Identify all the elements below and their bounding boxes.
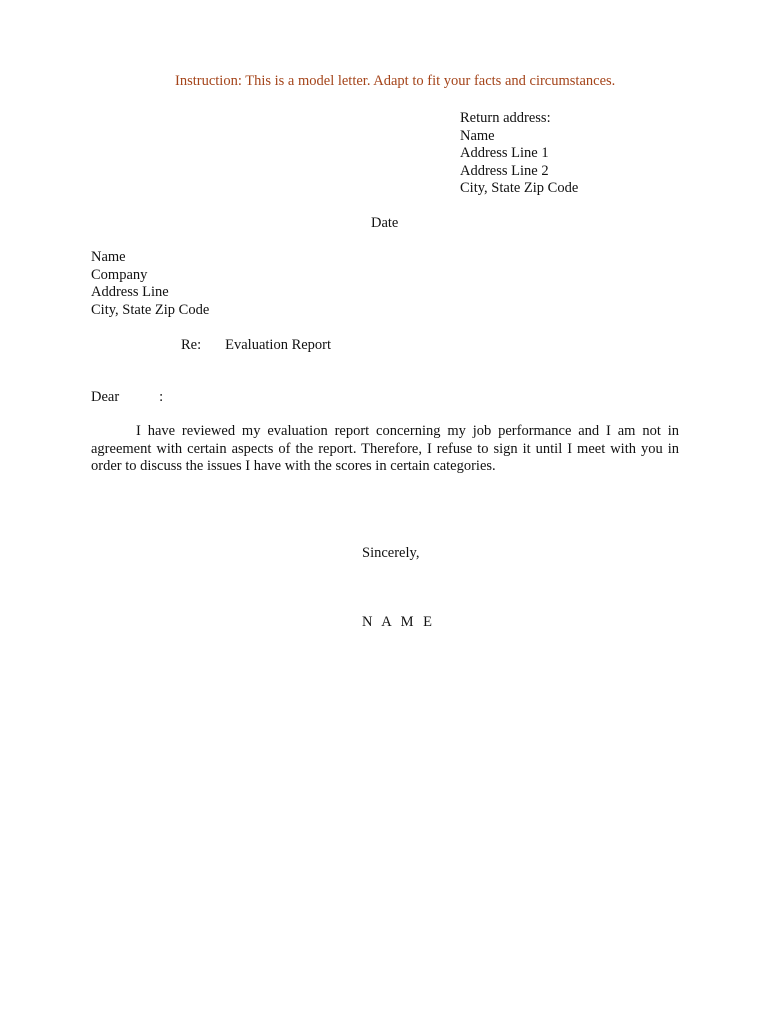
recipient-city-state-zip: City, State Zip Code [91, 301, 210, 318]
recipient-address-block [91, 249, 209, 319]
return-address-line-1: Address Line 1 [460, 145, 549, 161]
instruction-note: Instruction: This is a model letter. Adapt to fit your facts and circumstances. [175, 73, 616, 89]
return-address-line-2: Address Line 2 [460, 162, 549, 179]
salutation [91, 389, 163, 407]
salutation-word: Dear [91, 389, 120, 405]
letter-date: Date [371, 215, 399, 231]
letter-body-paragraph: I have reviewed my evaluation report concerning my job performance and I am not in agreement with certain aspects of the report. Therefore, I refuse to sign it until I meet with you in order to discuss the issues I have with the scores in certain categories. [91, 423, 679, 474]
recipient-name: Name [91, 249, 126, 265]
return-address-name: Name [460, 127, 495, 144]
return-address-heading: Return address: [460, 110, 551, 126]
signature-name: N A M E [362, 614, 435, 630]
return-address-city-state-zip: City, State Zip Code [460, 180, 579, 196]
subject-label: Re: [181, 337, 202, 353]
recipient-address-line: Address Line [91, 284, 169, 300]
subject-line [181, 337, 331, 355]
return-address-block [460, 110, 578, 198]
subject-text: Evaluation Report [225, 337, 332, 353]
recipient-company: Company [91, 266, 148, 283]
salutation-colon: : [159, 389, 164, 405]
closing: Sincerely, [362, 545, 420, 561]
